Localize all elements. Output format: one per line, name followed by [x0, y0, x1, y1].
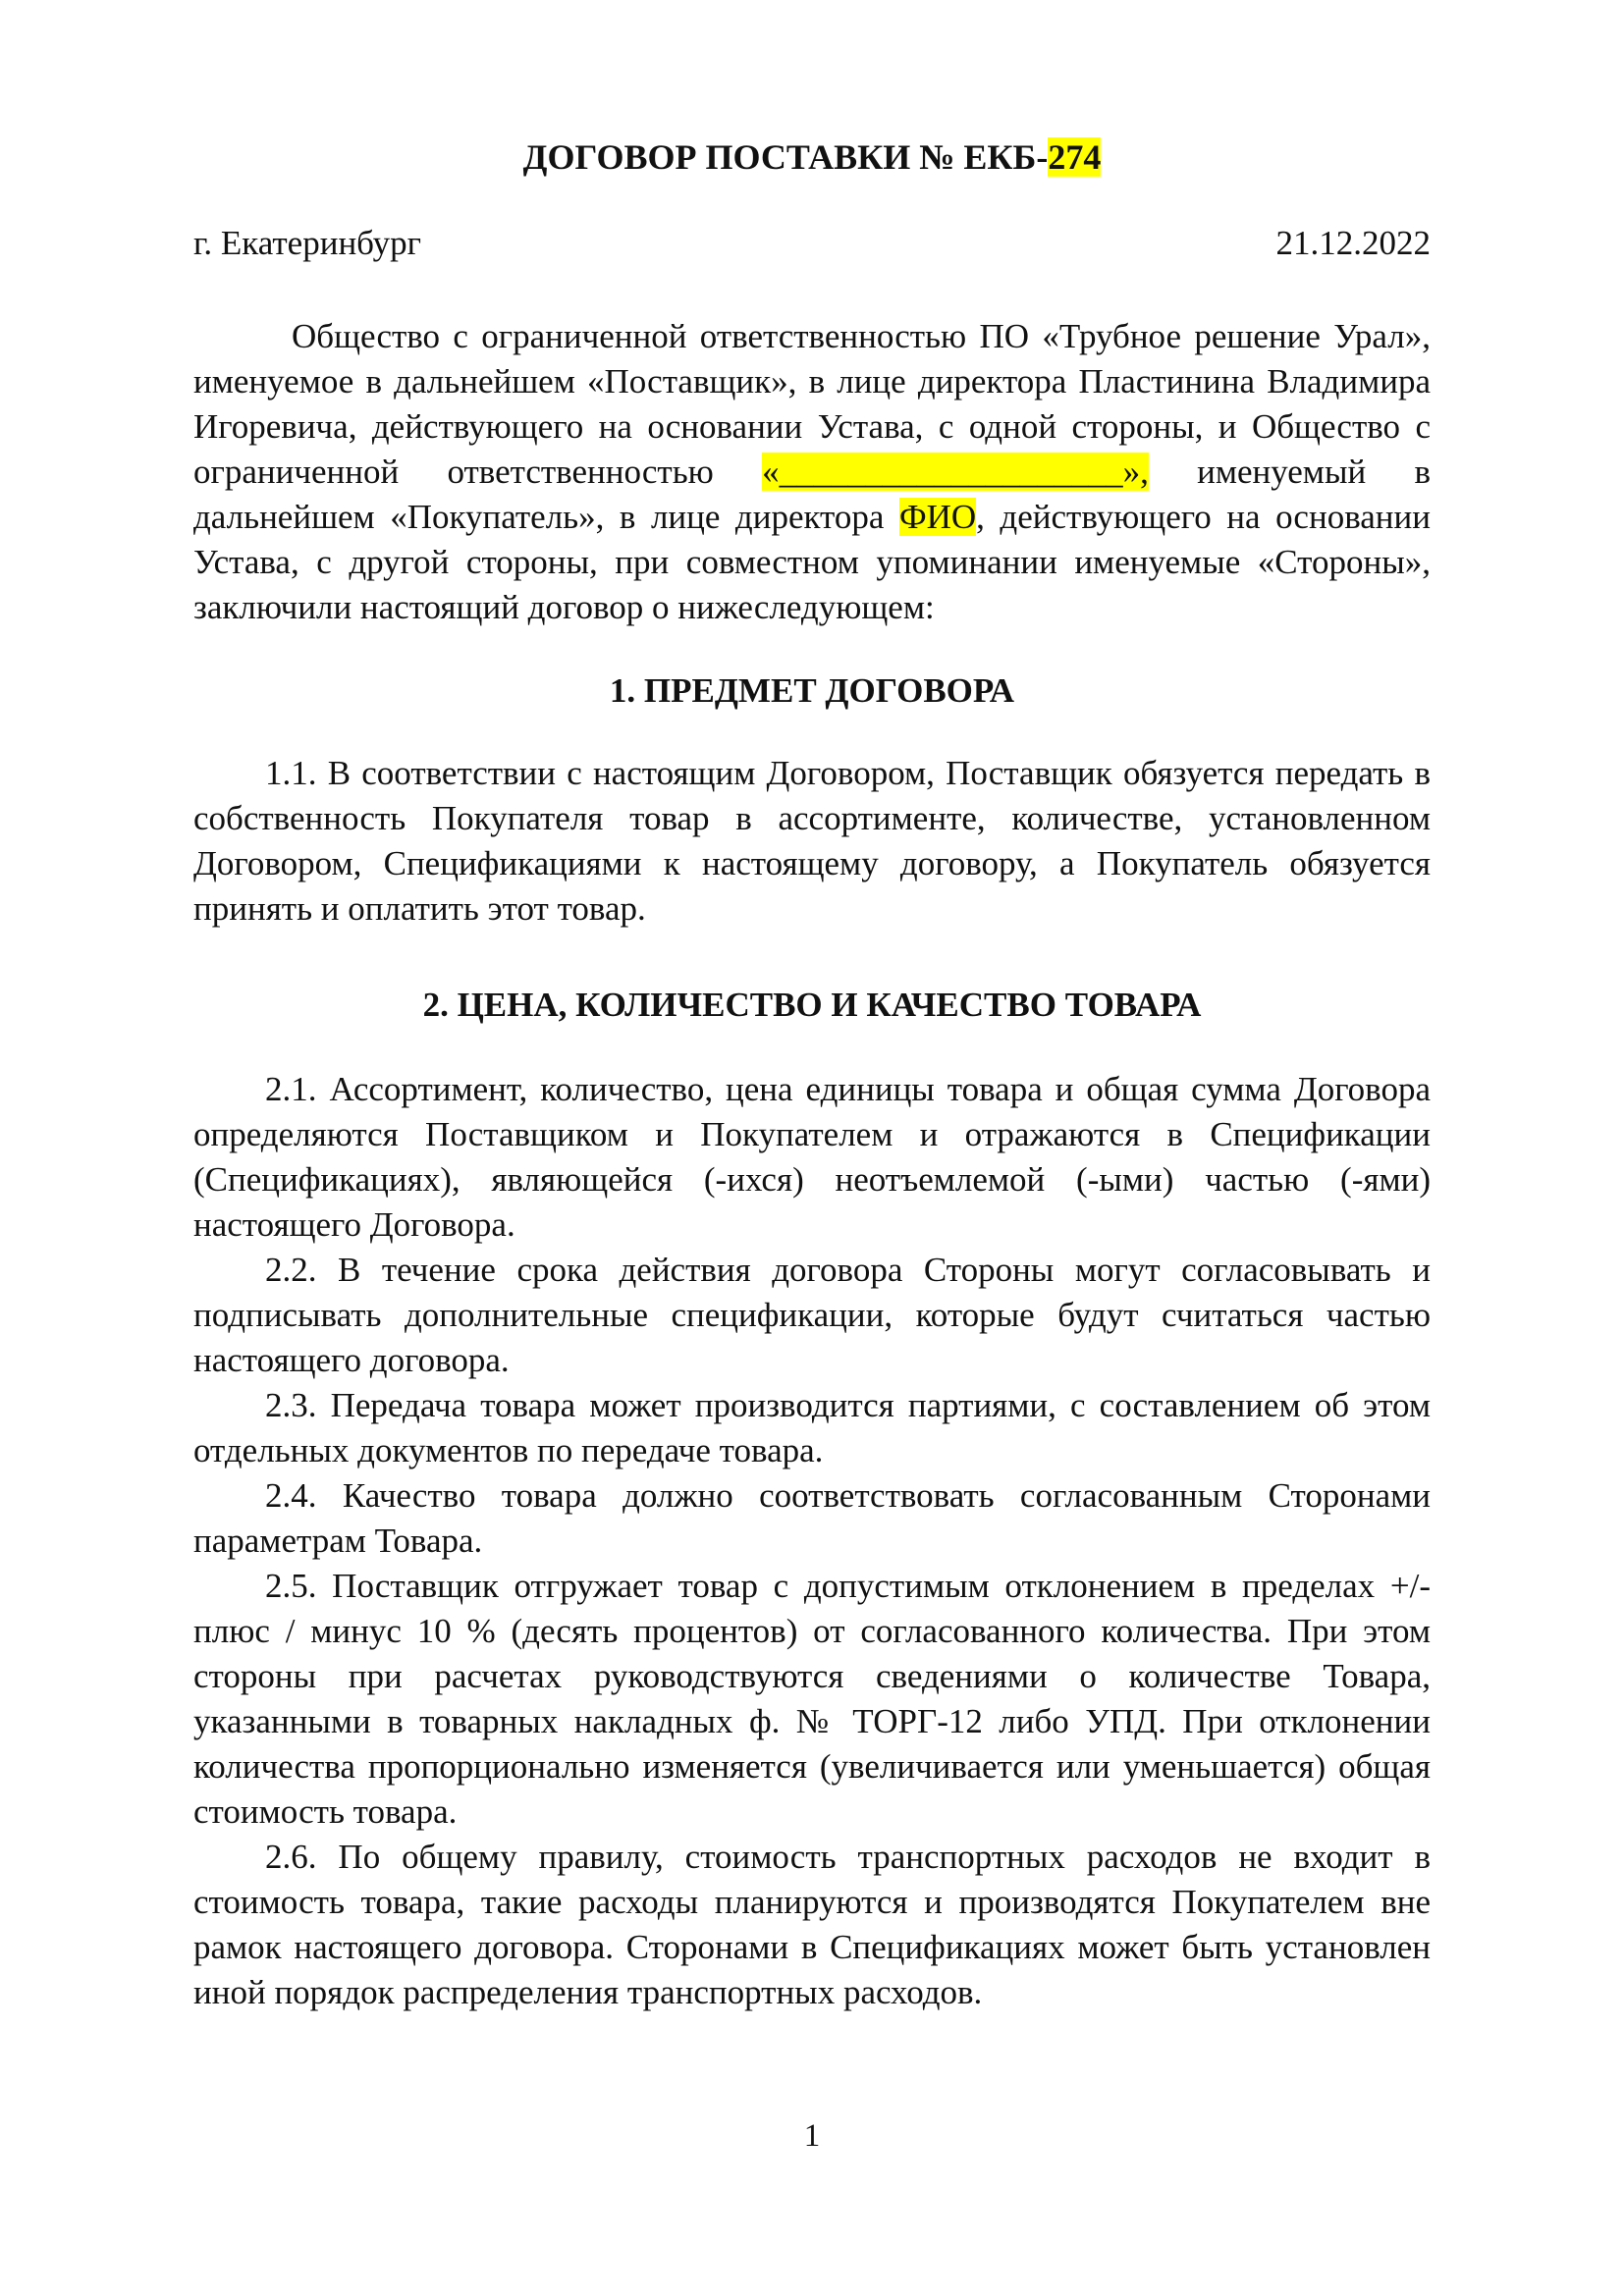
preamble [193, 314, 1431, 630]
clause-2-4: 2.4. Качество товара должно соответствовать согласованным Сторонами параметрам Товара. [193, 1476, 1431, 1560]
preamble-part-2: именуемый в дальнейшем «Покупатель», в лице директора [193, 453, 1431, 536]
clause-2-3: 2.3. Передача товара может производится партиями, с составлением об этом отдельных документов по передаче товара. [193, 1386, 1431, 1469]
clause-2-6: 2.6. По общему правилу, стоимость транспортных расходов не входит в стоимость товара, такие расходы планируются и производятся Покупателем вне рамок настоящего договора. Сторонами в Спецификациях может быть установлен иной порядок распределения транспортных расходов. [193, 1838, 1431, 2011]
section-1-body [193, 751, 1431, 932]
preamble-part-3: , действующего на основании Устава, с другой стороны, при совместном упоминании именуемые «Стороны», заключили настоящий договор о нижеследующем: [193, 498, 1431, 626]
clause-1-1: 1.1. В соответствии с настоящим Договором, Поставщик обязуется передать в собственность Покупателя товар в ассортименте, количестве, установленном Договором, Спецификациями к настоящему договору, а Покупатель обязуется принять и оплатить этот товар. [193, 754, 1431, 928]
section-2-heading: 2. ЦЕНА, КОЛИЧЕСТВО И КАЧЕСТВО ТОВАРА [422, 986, 1202, 1024]
title-prefix: ДОГОВОР ПОСТАВКИ № ЕКБ- [522, 137, 1049, 177]
city-label: г. Екатеринбург [193, 224, 422, 262]
clause-2-2: 2.2. В течение срока действия договора Стороны могут согласовывать и подписывать дополнительные спецификации, которые будут считаться частью настоящего договора. [193, 1251, 1431, 1379]
section-1-heading: 1. ПРЕДМЕТ ДОГОВОРА [609, 671, 1015, 710]
preamble-part-1: Общество с ограниченной ответственностью ПО «Трубное решение Урал», именуемое в дальнейшем «Поставщик», в лице директора Пластинина Владимира Игоревича, действующего на основании Устава, с одной стороны, и Общество с ограниченной ответственностью [193, 317, 1431, 491]
contract-date: 21.12.2022 [1275, 224, 1431, 262]
director-name-placeholder: ФИО [898, 498, 977, 536]
clause-2-5: 2.5. Поставщик отгружает товар с допустимым отклонением в пределах +/- плюс / минус 10 % (десять процентов) от согласованного количества. При этом стороны при расчетах руководствуются сведениями о количестве Товара, указанными в товарных накладных ф. № ТОРГ-12 либо УПД. При отклонении количества пропорционально изменяется (увеличивается или уменьшается) общая стоимость товара. [193, 1567, 1431, 1831]
document-page [193, 0, 1431, 2296]
title-number-highlight: 274 [1048, 137, 1102, 177]
page-number: 1 [803, 2118, 821, 2154]
clause-2-1: 2.1. Ассортимент, количество, цена единицы товара и общая сумма Договора определяются Поставщиком и Покупателем и отражаются в Спецификации (Спецификациях), являющейся (-ихся) неотъемлемой (-ыми) частью (-ями) настоящего Договора. [193, 1070, 1431, 1244]
section-2-body [193, 1067, 1431, 2015]
document-title [193, 134, 1431, 180]
buyer-name-blank: «____________________», [762, 453, 1149, 491]
preamble-paragraph [193, 314, 1431, 630]
place-date-row [193, 221, 1431, 266]
